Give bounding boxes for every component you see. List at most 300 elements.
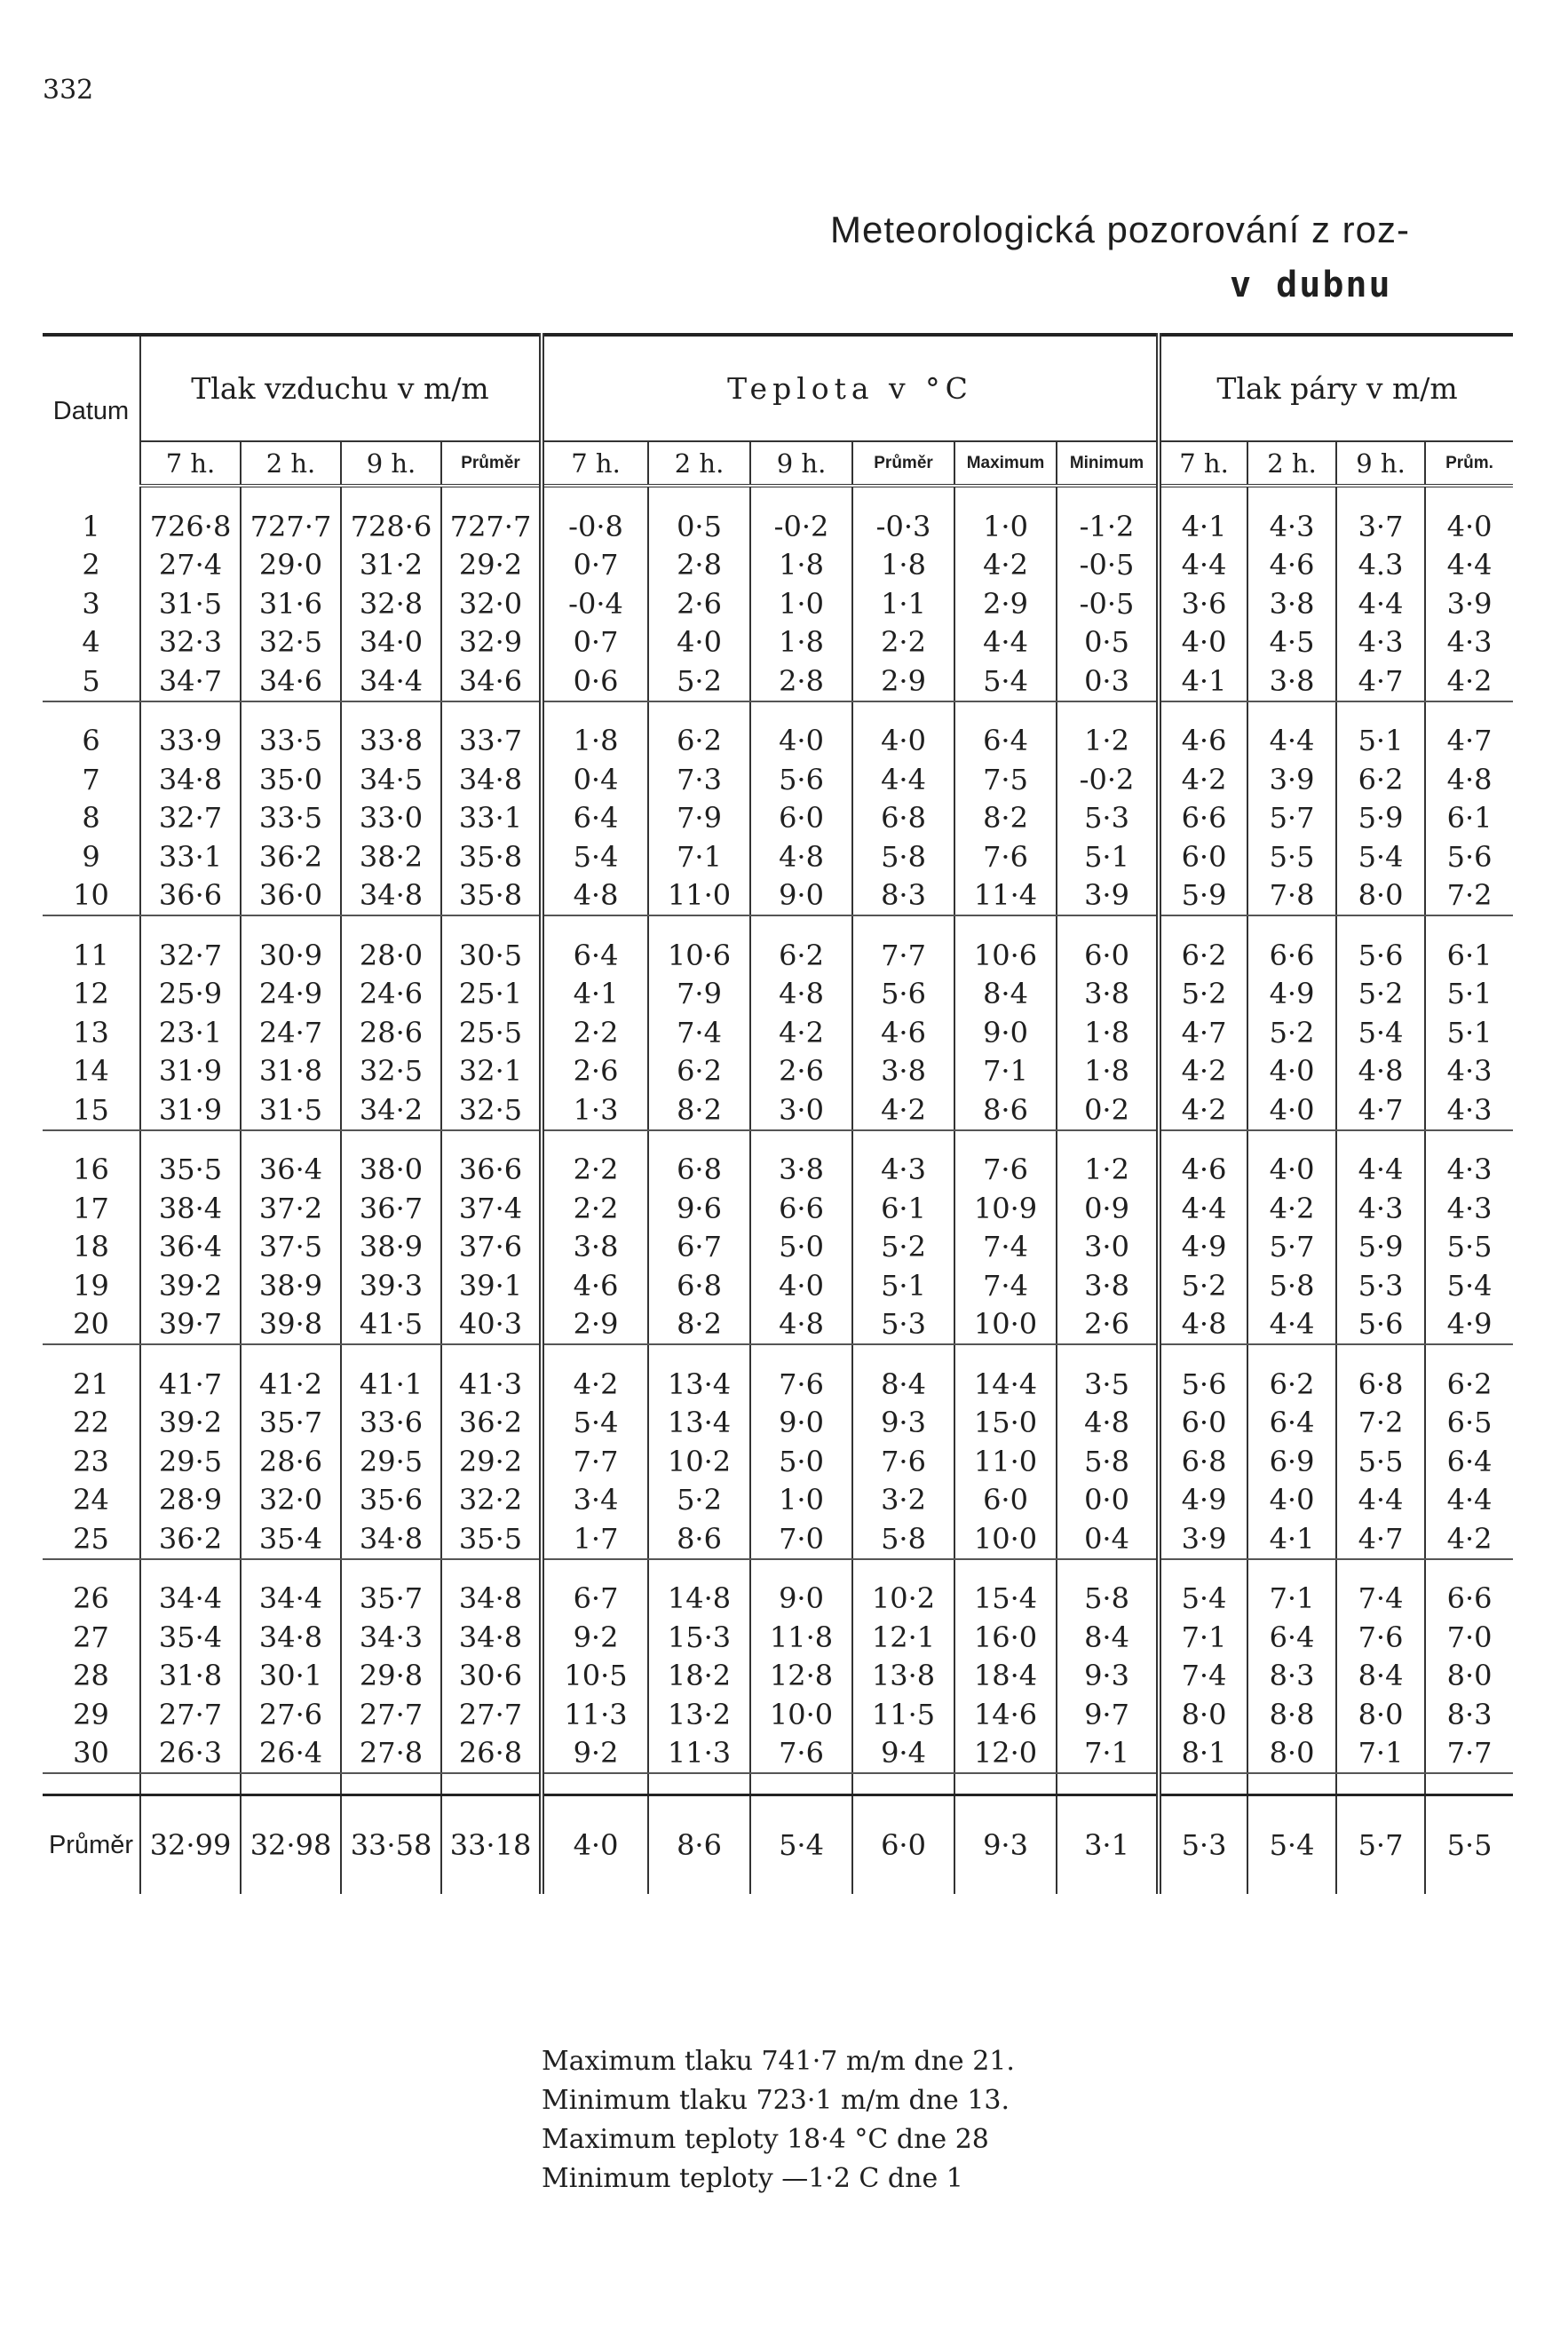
value-cell: 6·7 xyxy=(648,1228,750,1267)
value-cell: 4·2 xyxy=(1159,1090,1247,1130)
value-cell: 32·2 xyxy=(441,1481,542,1520)
date-cell: 25 xyxy=(43,1519,140,1559)
value-cell: 4·5 xyxy=(1247,623,1336,662)
value-cell: 9·0 xyxy=(750,876,852,916)
value-cell: 5·4 xyxy=(1336,837,1425,876)
value-cell: 30·5 xyxy=(441,936,542,975)
value-cell: 4·1 xyxy=(1159,662,1247,701)
value-cell: 6·8 xyxy=(648,1151,750,1190)
value-cell: 6·1 xyxy=(852,1189,954,1228)
value-cell: 39·7 xyxy=(140,1305,241,1345)
value-cell: 13·2 xyxy=(648,1695,750,1734)
value-cell: 5·2 xyxy=(1159,1266,1247,1305)
gap-cell xyxy=(750,1344,852,1365)
value-cell: 4·3 xyxy=(1425,1090,1513,1130)
date-cell: 7 xyxy=(82,762,100,796)
col-header: 7 h. xyxy=(542,441,648,486)
value-cell: 5·7 xyxy=(1247,1228,1336,1267)
gap-cell xyxy=(241,701,341,722)
value-cell: 29·2 xyxy=(441,1442,542,1481)
value-cell: 4·8 xyxy=(750,975,852,1014)
value-cell: 2·6 xyxy=(1057,1305,1159,1345)
value-cell: 4·1 xyxy=(1247,1519,1336,1559)
table-row xyxy=(43,1365,1513,1404)
value-cell: 4·7 xyxy=(1336,1090,1425,1130)
value-cell: 32·5 xyxy=(441,1090,542,1130)
value-cell: 34·8 xyxy=(441,1618,542,1657)
value-cell: 12·0 xyxy=(954,1734,1057,1774)
value-cell: 11·8 xyxy=(750,1618,852,1657)
value-cell: 35·7 xyxy=(241,1404,341,1443)
gap-cell xyxy=(341,1559,441,1580)
value-cell: 35·7 xyxy=(341,1580,441,1619)
value-cell: 2·9 xyxy=(542,1305,648,1345)
value-cell: 9·4 xyxy=(852,1734,954,1774)
value-cell: 0·7 xyxy=(542,623,648,662)
value-cell: 31·8 xyxy=(140,1657,241,1696)
gap-cell xyxy=(140,1773,241,1795)
value-cell: 4·8 xyxy=(542,876,648,916)
value-cell: 29·0 xyxy=(241,546,341,585)
value-cell: 5·2 xyxy=(1247,1013,1336,1052)
gap-cell xyxy=(241,1559,341,1580)
gap-cell xyxy=(852,1559,954,1580)
value-cell: 7·0 xyxy=(750,1519,852,1559)
value-cell: 34·4 xyxy=(341,662,441,701)
value-cell: 5·6 xyxy=(1336,936,1425,975)
value-cell: 2·6 xyxy=(648,584,750,623)
value-cell: 7·4 xyxy=(954,1266,1057,1305)
value-cell: 3·0 xyxy=(1057,1228,1159,1267)
table-row xyxy=(43,623,1513,662)
value-cell: 3·6 xyxy=(1159,584,1247,623)
average-cell: 32·99 xyxy=(140,1795,241,1895)
value-cell: 6·1 xyxy=(1425,936,1513,975)
value-cell: 29·2 xyxy=(441,546,542,585)
value-cell: 6·7 xyxy=(542,1580,648,1619)
table-row xyxy=(43,1695,1513,1734)
value-cell: 0·2 xyxy=(1057,1090,1159,1130)
value-cell: 24·6 xyxy=(341,975,441,1014)
gap-cell xyxy=(954,486,1057,507)
date-cell: 18 xyxy=(73,1230,109,1264)
gap-cell xyxy=(542,915,648,936)
gap-cell xyxy=(140,701,241,722)
value-cell: 4·4 xyxy=(1336,1151,1425,1190)
value-cell: 7·1 xyxy=(1336,1734,1425,1774)
date-cell: 17 xyxy=(73,1191,109,1225)
value-cell: 4·4 xyxy=(1425,546,1513,585)
table-row xyxy=(43,1090,1513,1130)
value-cell: 18·4 xyxy=(954,1657,1057,1696)
value-cell: 26·3 xyxy=(140,1734,241,1774)
value-cell: 6·8 xyxy=(648,1266,750,1305)
value-cell: 32·1 xyxy=(441,1052,542,1091)
value-cell: 8·2 xyxy=(648,1090,750,1130)
gap-cell xyxy=(1159,1130,1247,1151)
gap-cell xyxy=(43,1773,140,1795)
weather-table xyxy=(43,333,1513,1894)
value-cell: 10·0 xyxy=(954,1305,1057,1345)
value-cell: 3·8 xyxy=(1247,662,1336,701)
value-cell: 7·7 xyxy=(1425,1734,1513,1774)
value-cell: 4·3 xyxy=(1425,623,1513,662)
value-cell: 6·4 xyxy=(542,936,648,975)
value-cell: 7·6 xyxy=(1336,1618,1425,1657)
value-cell: 10·6 xyxy=(954,936,1057,975)
table-row xyxy=(43,584,1513,623)
value-cell: 37·4 xyxy=(441,1189,542,1228)
value-cell: 13·4 xyxy=(648,1365,750,1404)
value-cell: 34·2 xyxy=(341,1090,441,1130)
value-cell: 4·2 xyxy=(1425,1519,1513,1559)
value-cell: 2·9 xyxy=(852,662,954,701)
value-cell: 9·0 xyxy=(750,1580,852,1619)
value-cell: 5·1 xyxy=(1425,975,1513,1014)
note-line: Minimum teploty —1·2 C dne 1 xyxy=(542,2163,963,2194)
value-cell: 8·8 xyxy=(1247,1695,1336,1734)
value-cell: 35·8 xyxy=(441,837,542,876)
value-cell: 5·1 xyxy=(1336,722,1425,761)
gap-cell xyxy=(954,1773,1057,1795)
gap-cell xyxy=(1057,1344,1159,1365)
value-cell: 6·4 xyxy=(542,799,648,838)
value-cell: 11·4 xyxy=(954,876,1057,916)
value-cell: 29·5 xyxy=(341,1442,441,1481)
value-cell: 29·5 xyxy=(140,1442,241,1481)
value-cell: 7·6 xyxy=(954,1151,1057,1190)
value-cell: 8·4 xyxy=(1057,1618,1159,1657)
value-cell: 3·8 xyxy=(1057,1266,1159,1305)
vapor-header: Tlak páry v m/m xyxy=(1159,335,1513,441)
value-cell: 1·1 xyxy=(852,584,954,623)
gap-cell xyxy=(1336,1130,1425,1151)
value-cell: 10·0 xyxy=(750,1695,852,1734)
value-cell: 33·6 xyxy=(341,1404,441,1443)
value-cell: 5·4 xyxy=(542,1404,648,1443)
value-cell: 24·9 xyxy=(241,975,341,1014)
value-cell: 3·9 xyxy=(1425,584,1513,623)
value-cell: 4·2 xyxy=(1425,662,1513,701)
value-cell: 41·7 xyxy=(140,1365,241,1404)
value-cell: 4·4 xyxy=(1247,722,1336,761)
value-cell: 8·4 xyxy=(954,975,1057,1014)
gap-cell xyxy=(1159,915,1247,936)
value-cell: 34·6 xyxy=(441,662,542,701)
value-cell: 15·0 xyxy=(954,1404,1057,1443)
average-cell: 33·58 xyxy=(341,1795,441,1895)
value-cell: 6·2 xyxy=(648,722,750,761)
value-cell: 3·7 xyxy=(1336,507,1425,546)
value-cell: 11·0 xyxy=(648,876,750,916)
gap-cell xyxy=(441,1344,542,1365)
value-cell: 4·8 xyxy=(750,1305,852,1345)
table-row xyxy=(43,1151,1513,1190)
value-cell: 4·4 xyxy=(852,760,954,799)
average-cell: 5·5 xyxy=(1425,1795,1513,1895)
value-cell: 41·2 xyxy=(241,1365,341,1404)
average-cell: 5·4 xyxy=(1247,1795,1336,1895)
value-cell: 7·1 xyxy=(1057,1734,1159,1774)
value-cell: 4·6 xyxy=(1247,546,1336,585)
value-cell: 26·8 xyxy=(441,1734,542,1774)
value-cell: 12·1 xyxy=(852,1618,954,1657)
value-cell: 6·2 xyxy=(1159,936,1247,975)
value-cell: 30·9 xyxy=(241,936,341,975)
gap-cell xyxy=(750,1559,852,1580)
value-cell: 30·1 xyxy=(241,1657,341,1696)
value-cell: 13·8 xyxy=(852,1657,954,1696)
value-cell: 6·9 xyxy=(1247,1442,1336,1481)
col-header: 9 h. xyxy=(1336,441,1425,486)
date-cell: 13 xyxy=(73,1015,109,1050)
value-cell: 0·9 xyxy=(1057,1189,1159,1228)
value-cell: 34·6 xyxy=(241,662,341,701)
value-cell: 10·0 xyxy=(954,1519,1057,1559)
value-cell: 5·8 xyxy=(1057,1580,1159,1619)
value-cell: 36·7 xyxy=(341,1189,441,1228)
value-cell: 726·8 xyxy=(140,507,241,546)
gap-cell xyxy=(542,1559,648,1580)
value-cell: 6·6 xyxy=(1425,1580,1513,1619)
gap-cell xyxy=(648,1344,750,1365)
value-cell: 6·2 xyxy=(1247,1365,1336,1404)
gap-cell xyxy=(1336,486,1425,507)
value-cell: 7·0 xyxy=(1425,1618,1513,1657)
value-cell: 3·8 xyxy=(542,1228,648,1267)
date-cell: 8 xyxy=(82,801,100,836)
gap-cell xyxy=(1336,1344,1425,1365)
value-cell: 24·7 xyxy=(241,1013,341,1052)
value-cell: 5·1 xyxy=(852,1266,954,1305)
gap-cell xyxy=(648,1559,750,1580)
table-row xyxy=(43,1228,1513,1267)
value-cell: 7·3 xyxy=(648,760,750,799)
value-cell: 4·0 xyxy=(1425,507,1513,546)
value-cell: 5·8 xyxy=(852,1519,954,1559)
value-cell: 8·0 xyxy=(1336,1695,1425,1734)
table-row xyxy=(43,936,1513,975)
value-cell: 7·6 xyxy=(852,1442,954,1481)
value-cell: 14·8 xyxy=(648,1580,750,1619)
value-cell: 4·6 xyxy=(852,1013,954,1052)
value-cell: 6·0 xyxy=(1159,837,1247,876)
value-cell: 5·9 xyxy=(1336,799,1425,838)
value-cell: 1·8 xyxy=(852,546,954,585)
value-cell: 4·3 xyxy=(852,1151,954,1190)
value-cell: 0·5 xyxy=(648,507,750,546)
gap-cell xyxy=(1159,486,1247,507)
average-cell: 32·98 xyxy=(241,1795,341,1895)
date-cell: 30 xyxy=(43,1734,140,1774)
value-cell: -0·8 xyxy=(542,507,648,546)
value-cell: -0·2 xyxy=(1057,760,1159,799)
value-cell: 727·7 xyxy=(441,507,542,546)
value-cell: 35·0 xyxy=(241,760,341,799)
table-row xyxy=(43,1657,1513,1696)
value-cell: 39·8 xyxy=(241,1305,341,1345)
date-cell: 27 xyxy=(73,1620,109,1654)
date-cell: 21 xyxy=(73,1367,109,1401)
table-row xyxy=(43,760,1513,799)
average-cell: 8·6 xyxy=(648,1795,750,1895)
value-cell: 5·0 xyxy=(750,1228,852,1267)
gap-cell xyxy=(241,1773,341,1795)
value-cell: 1·8 xyxy=(1057,1052,1159,1091)
datum-header: Datum xyxy=(43,335,140,486)
value-cell: 7·4 xyxy=(954,1228,1057,1267)
value-cell: 14·4 xyxy=(954,1365,1057,1404)
value-cell: 36·2 xyxy=(140,1519,241,1559)
value-cell: 4·7 xyxy=(1159,1013,1247,1052)
value-cell: 8·4 xyxy=(1336,1657,1425,1696)
value-cell: 36·2 xyxy=(441,1404,542,1443)
table-row xyxy=(43,1013,1513,1052)
value-cell: 6·0 xyxy=(1159,1404,1247,1443)
value-cell: 2·6 xyxy=(542,1052,648,1091)
value-cell: 31·2 xyxy=(341,546,441,585)
value-cell: 8·1 xyxy=(1159,1734,1247,1774)
gap-cell xyxy=(648,1773,750,1795)
value-cell: 2·9 xyxy=(954,584,1057,623)
gap-cell xyxy=(341,915,441,936)
gap-cell xyxy=(1159,701,1247,722)
value-cell: 8·2 xyxy=(954,799,1057,838)
value-cell: 40·3 xyxy=(441,1305,542,1345)
gap-cell xyxy=(1247,701,1336,722)
value-cell: 36·6 xyxy=(441,1151,542,1190)
value-cell: 5·8 xyxy=(1057,1442,1159,1481)
value-cell: -0·2 xyxy=(750,507,852,546)
value-cell: 4·1 xyxy=(1159,507,1247,546)
value-cell: 4·3 xyxy=(1336,623,1425,662)
date-cell: 20 xyxy=(43,1305,140,1345)
value-cell: 1·7 xyxy=(542,1519,648,1559)
value-cell: 27·7 xyxy=(140,1695,241,1734)
value-cell: 9·2 xyxy=(542,1618,648,1657)
value-cell: 5·6 xyxy=(1159,1365,1247,1404)
gap-cell xyxy=(1057,1773,1159,1795)
value-cell: 34·4 xyxy=(140,1580,241,1619)
value-cell: 33·9 xyxy=(140,722,241,761)
value-cell: 39·2 xyxy=(140,1404,241,1443)
temperature-header: Teplota v °C xyxy=(542,335,1159,441)
value-cell: 34·4 xyxy=(241,1580,341,1619)
value-cell: 7·4 xyxy=(648,1013,750,1052)
value-cell: 10·5 xyxy=(542,1657,648,1696)
value-cell: 5·2 xyxy=(1159,975,1247,1014)
value-cell: 5·5 xyxy=(1425,1228,1513,1267)
value-cell: -1·2 xyxy=(1057,507,1159,546)
value-cell: 31·6 xyxy=(241,584,341,623)
value-cell: 31·9 xyxy=(140,1090,241,1130)
col-header: 9 h. xyxy=(341,441,441,486)
value-cell: 7·2 xyxy=(1425,876,1513,916)
value-cell: 6·8 xyxy=(1336,1365,1425,1404)
value-cell: 1·0 xyxy=(750,1481,852,1520)
date-cell: 22 xyxy=(73,1406,109,1440)
value-cell: 14·6 xyxy=(954,1695,1057,1734)
value-cell: 37·2 xyxy=(241,1189,341,1228)
value-cell: 4·2 xyxy=(750,1013,852,1052)
value-cell: 728·6 xyxy=(341,507,441,546)
value-cell: 4·8 xyxy=(1159,1305,1247,1345)
date-cell: 3 xyxy=(82,586,100,621)
value-cell: 0·4 xyxy=(1057,1519,1159,1559)
value-cell: 8·2 xyxy=(648,1305,750,1345)
gap-cell xyxy=(341,701,441,722)
value-cell: 36·2 xyxy=(241,837,341,876)
gap-cell xyxy=(1336,701,1425,722)
value-cell: 29·8 xyxy=(341,1657,441,1696)
value-cell: 36·4 xyxy=(140,1228,241,1267)
value-cell: 3·9 xyxy=(1057,876,1159,916)
value-cell: 6·4 xyxy=(1425,1442,1513,1481)
value-cell: 32·7 xyxy=(140,936,241,975)
gap-cell xyxy=(341,1130,441,1151)
value-cell: 5·1 xyxy=(1425,1013,1513,1052)
value-cell: 6·6 xyxy=(750,1189,852,1228)
gap-cell xyxy=(852,1130,954,1151)
value-cell: 35·8 xyxy=(441,876,542,916)
page-title: Meteorologická pozorování z roz- xyxy=(830,209,1410,250)
value-cell: 31·8 xyxy=(241,1052,341,1091)
value-cell: 6·6 xyxy=(1247,936,1336,975)
value-cell: 4·0 xyxy=(1247,1052,1336,1091)
page-subtitle: v dubnu xyxy=(1230,265,1392,305)
value-cell: 28·0 xyxy=(341,936,441,975)
value-cell: 9·6 xyxy=(648,1189,750,1228)
value-cell: 4.3 xyxy=(1336,546,1425,585)
value-cell: 4·4 xyxy=(1336,584,1425,623)
table-row xyxy=(43,722,1513,761)
value-cell: 4·6 xyxy=(542,1266,648,1305)
gap-cell xyxy=(542,701,648,722)
pressure-header: Tlak vzduchu v m/m xyxy=(140,335,542,441)
value-cell: 38·0 xyxy=(341,1151,441,1190)
gap-cell xyxy=(852,701,954,722)
gap-cell xyxy=(43,486,140,507)
gap-cell xyxy=(1247,1344,1336,1365)
value-cell: 5·8 xyxy=(852,837,954,876)
value-cell: 5·6 xyxy=(852,975,954,1014)
value-cell: 35·5 xyxy=(441,1519,542,1559)
value-cell: 8·6 xyxy=(648,1519,750,1559)
gap-cell xyxy=(1247,915,1336,936)
gap-cell xyxy=(1159,1559,1247,1580)
value-cell: 5·2 xyxy=(1336,975,1425,1014)
value-cell: 27·8 xyxy=(341,1734,441,1774)
gap-cell xyxy=(341,1773,441,1795)
value-cell: 3·5 xyxy=(1057,1365,1159,1404)
value-cell: 6·0 xyxy=(750,799,852,838)
table-row xyxy=(43,1404,1513,1443)
value-cell: 33·8 xyxy=(341,722,441,761)
value-cell: 32·0 xyxy=(241,1481,341,1520)
value-cell: 39·3 xyxy=(341,1266,441,1305)
value-cell: 4·0 xyxy=(1159,623,1247,662)
gap-cell xyxy=(441,1130,542,1151)
value-cell: 0·4 xyxy=(542,760,648,799)
value-cell: 9·2 xyxy=(542,1734,648,1774)
value-cell: 7·1 xyxy=(648,837,750,876)
gap-cell xyxy=(1057,486,1159,507)
gap-cell xyxy=(441,1559,542,1580)
value-cell: 4·9 xyxy=(1247,975,1336,1014)
gap-cell xyxy=(1247,486,1336,507)
value-cell: 27·7 xyxy=(441,1695,542,1734)
date-cell: 11 xyxy=(73,938,109,972)
